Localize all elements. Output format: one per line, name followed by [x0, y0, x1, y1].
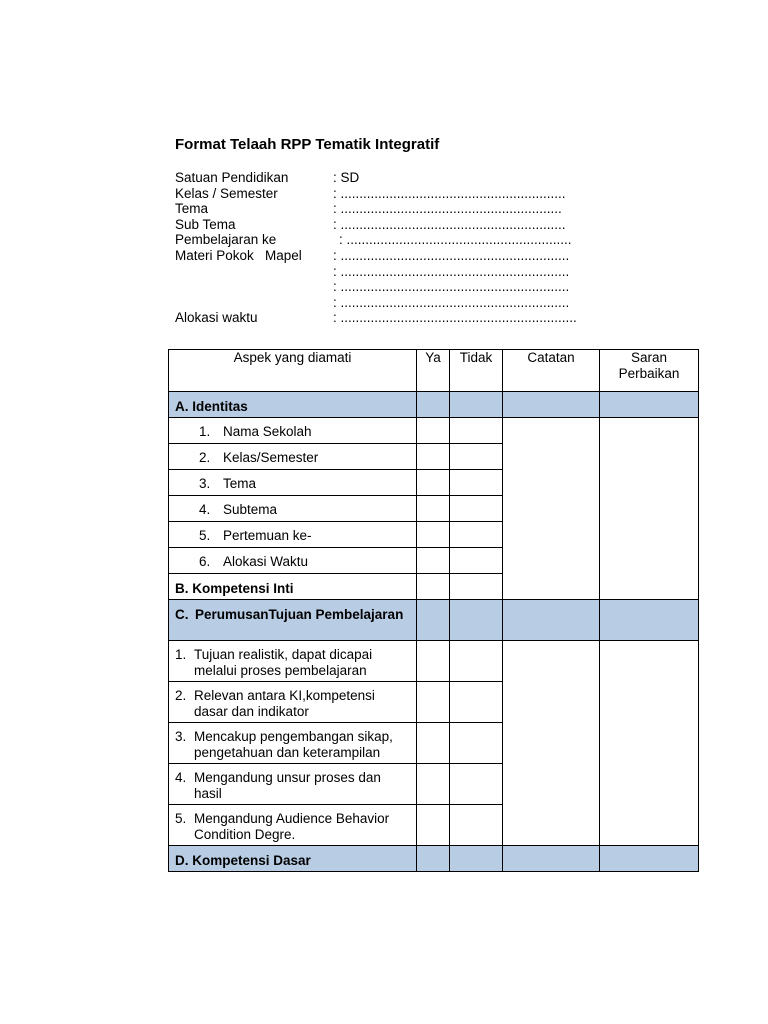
section-row-identitas — [169, 392, 699, 418]
ya-cell[interactable] — [417, 764, 450, 805]
tidak-cell[interactable] — [450, 641, 503, 682]
item-number: 4. — [199, 502, 211, 517]
section-row-tujuan — [169, 600, 699, 641]
item-number: 3. — [199, 476, 211, 491]
item-number: 5. — [199, 528, 211, 543]
ya-cell[interactable] — [417, 641, 450, 682]
info-value: : ............................................................ — [339, 232, 572, 248]
section-title: A. Identitas — [175, 399, 248, 414]
aspek-cell — [169, 805, 417, 846]
item-text: Mengandung Audience Behavior Condition Degre. — [194, 811, 390, 842]
tidak-cell[interactable] — [450, 392, 503, 418]
item-number: 2. — [199, 450, 211, 465]
ya-cell[interactable] — [417, 418, 450, 444]
ya-cell[interactable] — [417, 574, 450, 600]
item-number: 2. — [175, 688, 187, 703]
header-aspek: Aspek yang diamati — [169, 350, 417, 392]
item-text: Mengandung unsur proses dan hasil — [194, 770, 381, 801]
ya-cell[interactable] — [417, 392, 450, 418]
tidak-cell[interactable] — [450, 764, 503, 805]
item-text: Mencakup pengembangan sikap, pengetahuan dan keterampilan — [194, 729, 393, 760]
ya-cell[interactable] — [417, 805, 450, 846]
catatan-cell[interactable] — [503, 600, 600, 641]
info-label: Materi Pokok Mapel — [175, 247, 302, 263]
item-text: Nama Sekolah — [223, 424, 312, 439]
tidak-cell[interactable] — [450, 805, 503, 846]
info-value: : ............................................................. — [333, 279, 570, 295]
aspek-cell — [169, 548, 417, 574]
tidak-cell[interactable] — [450, 548, 503, 574]
header-saran-label: Saran Perbaikan — [618, 350, 680, 381]
section-cell — [169, 846, 417, 872]
section-cell — [169, 574, 417, 600]
table-row — [169, 641, 699, 682]
tidak-cell[interactable] — [450, 444, 503, 470]
ya-cell[interactable] — [417, 846, 450, 872]
section-row-kompetensi-dasar — [169, 846, 699, 872]
ya-cell[interactable] — [417, 600, 450, 641]
item-number: 6. — [199, 554, 211, 569]
catatan-cell[interactable] — [503, 392, 600, 418]
section-title: PerumusanTujuan Pembelajaran — [195, 607, 404, 622]
item-text: Subtema — [223, 502, 278, 517]
telaah-table — [168, 349, 699, 872]
info-value: : ............................................................ — [333, 185, 566, 201]
ya-cell[interactable] — [417, 496, 450, 522]
section-title: D. Kompetensi Dasar — [175, 853, 311, 868]
saran-cell[interactable] — [600, 392, 699, 418]
aspek-cell — [169, 764, 417, 805]
item-number: 1. — [175, 647, 187, 662]
item-text: Kelas/Semester — [223, 450, 319, 465]
info-value: : ............................................................. — [333, 247, 570, 263]
item-number: 3. — [175, 729, 187, 744]
aspek-cell — [169, 723, 417, 764]
info-label: Tema — [175, 201, 209, 217]
item-number: 4. — [175, 770, 187, 785]
header-ya: Ya — [417, 350, 450, 392]
info-value: : ............................................................ — [333, 216, 566, 232]
info-value: : ............................................................. — [333, 263, 570, 279]
item-text: Alokasi Waktu — [223, 554, 309, 569]
item-text: Relevan antara KI,kompetensi dasar dan indikator — [194, 688, 375, 719]
aspek-cell — [169, 444, 417, 470]
header-catatan: Catatan — [503, 350, 600, 392]
tidak-cell[interactable] — [450, 574, 503, 600]
info-label: Satuan Pendidikan — [175, 170, 289, 185]
aspek-cell — [169, 418, 417, 444]
info-label: Alokasi waktu — [175, 310, 258, 326]
info-value: : ........................................................... — [333, 201, 562, 217]
section-cell — [169, 392, 417, 418]
header-saran-perbaikan — [600, 350, 699, 392]
tidak-cell[interactable] — [450, 846, 503, 872]
info-label: Pembelajaran ke — [175, 232, 277, 248]
item-number: 5. — [175, 811, 187, 826]
catatan-cell[interactable] — [503, 846, 600, 872]
tidak-cell[interactable] — [450, 496, 503, 522]
tidak-cell[interactable] — [450, 522, 503, 548]
info-value: : SD — [333, 170, 360, 185]
aspek-cell — [169, 470, 417, 496]
item-text: Tujuan realistik, dapat dicapai melalui proses pembelajaran — [194, 647, 373, 678]
section-cell — [169, 600, 417, 641]
table-header-row — [169, 350, 699, 392]
item-text: Tema — [223, 476, 257, 491]
aspek-cell — [169, 522, 417, 548]
section-title: B. Kompetensi Inti — [175, 581, 294, 596]
item-text: Pertemuan ke- — [223, 528, 312, 543]
saran-cell[interactable] — [600, 418, 699, 600]
ya-cell[interactable] — [417, 682, 450, 723]
saran-cell[interactable] — [600, 641, 699, 846]
tidak-cell[interactable] — [450, 470, 503, 496]
info-label: Sub Tema — [175, 216, 236, 232]
table-row — [169, 418, 699, 444]
saran-cell[interactable] — [600, 846, 699, 872]
ya-cell[interactable] — [417, 723, 450, 764]
section-letter: C. — [175, 607, 189, 622]
tidak-cell[interactable] — [450, 723, 503, 764]
tidak-cell[interactable] — [450, 418, 503, 444]
ya-cell[interactable] — [417, 470, 450, 496]
tidak-cell[interactable] — [450, 600, 503, 641]
catatan-cell[interactable] — [503, 418, 600, 600]
ya-cell[interactable] — [417, 444, 450, 470]
saran-cell[interactable] — [600, 600, 699, 641]
item-number: 1. — [199, 424, 211, 439]
ya-cell[interactable] — [417, 522, 450, 548]
tidak-cell[interactable] — [450, 682, 503, 723]
catatan-cell[interactable] — [503, 641, 600, 846]
aspek-cell — [169, 641, 417, 682]
info-value: : ............................................................... — [333, 310, 577, 326]
aspek-cell — [169, 682, 417, 723]
ya-cell[interactable] — [417, 548, 450, 574]
info-value: : ............................................................. — [333, 294, 570, 310]
document-title: Format Telaah RPP Tematik Integratif — [175, 136, 440, 153]
header-tidak: Tidak — [450, 350, 503, 392]
info-label: Kelas / Semester — [175, 185, 278, 201]
aspek-cell — [169, 496, 417, 522]
